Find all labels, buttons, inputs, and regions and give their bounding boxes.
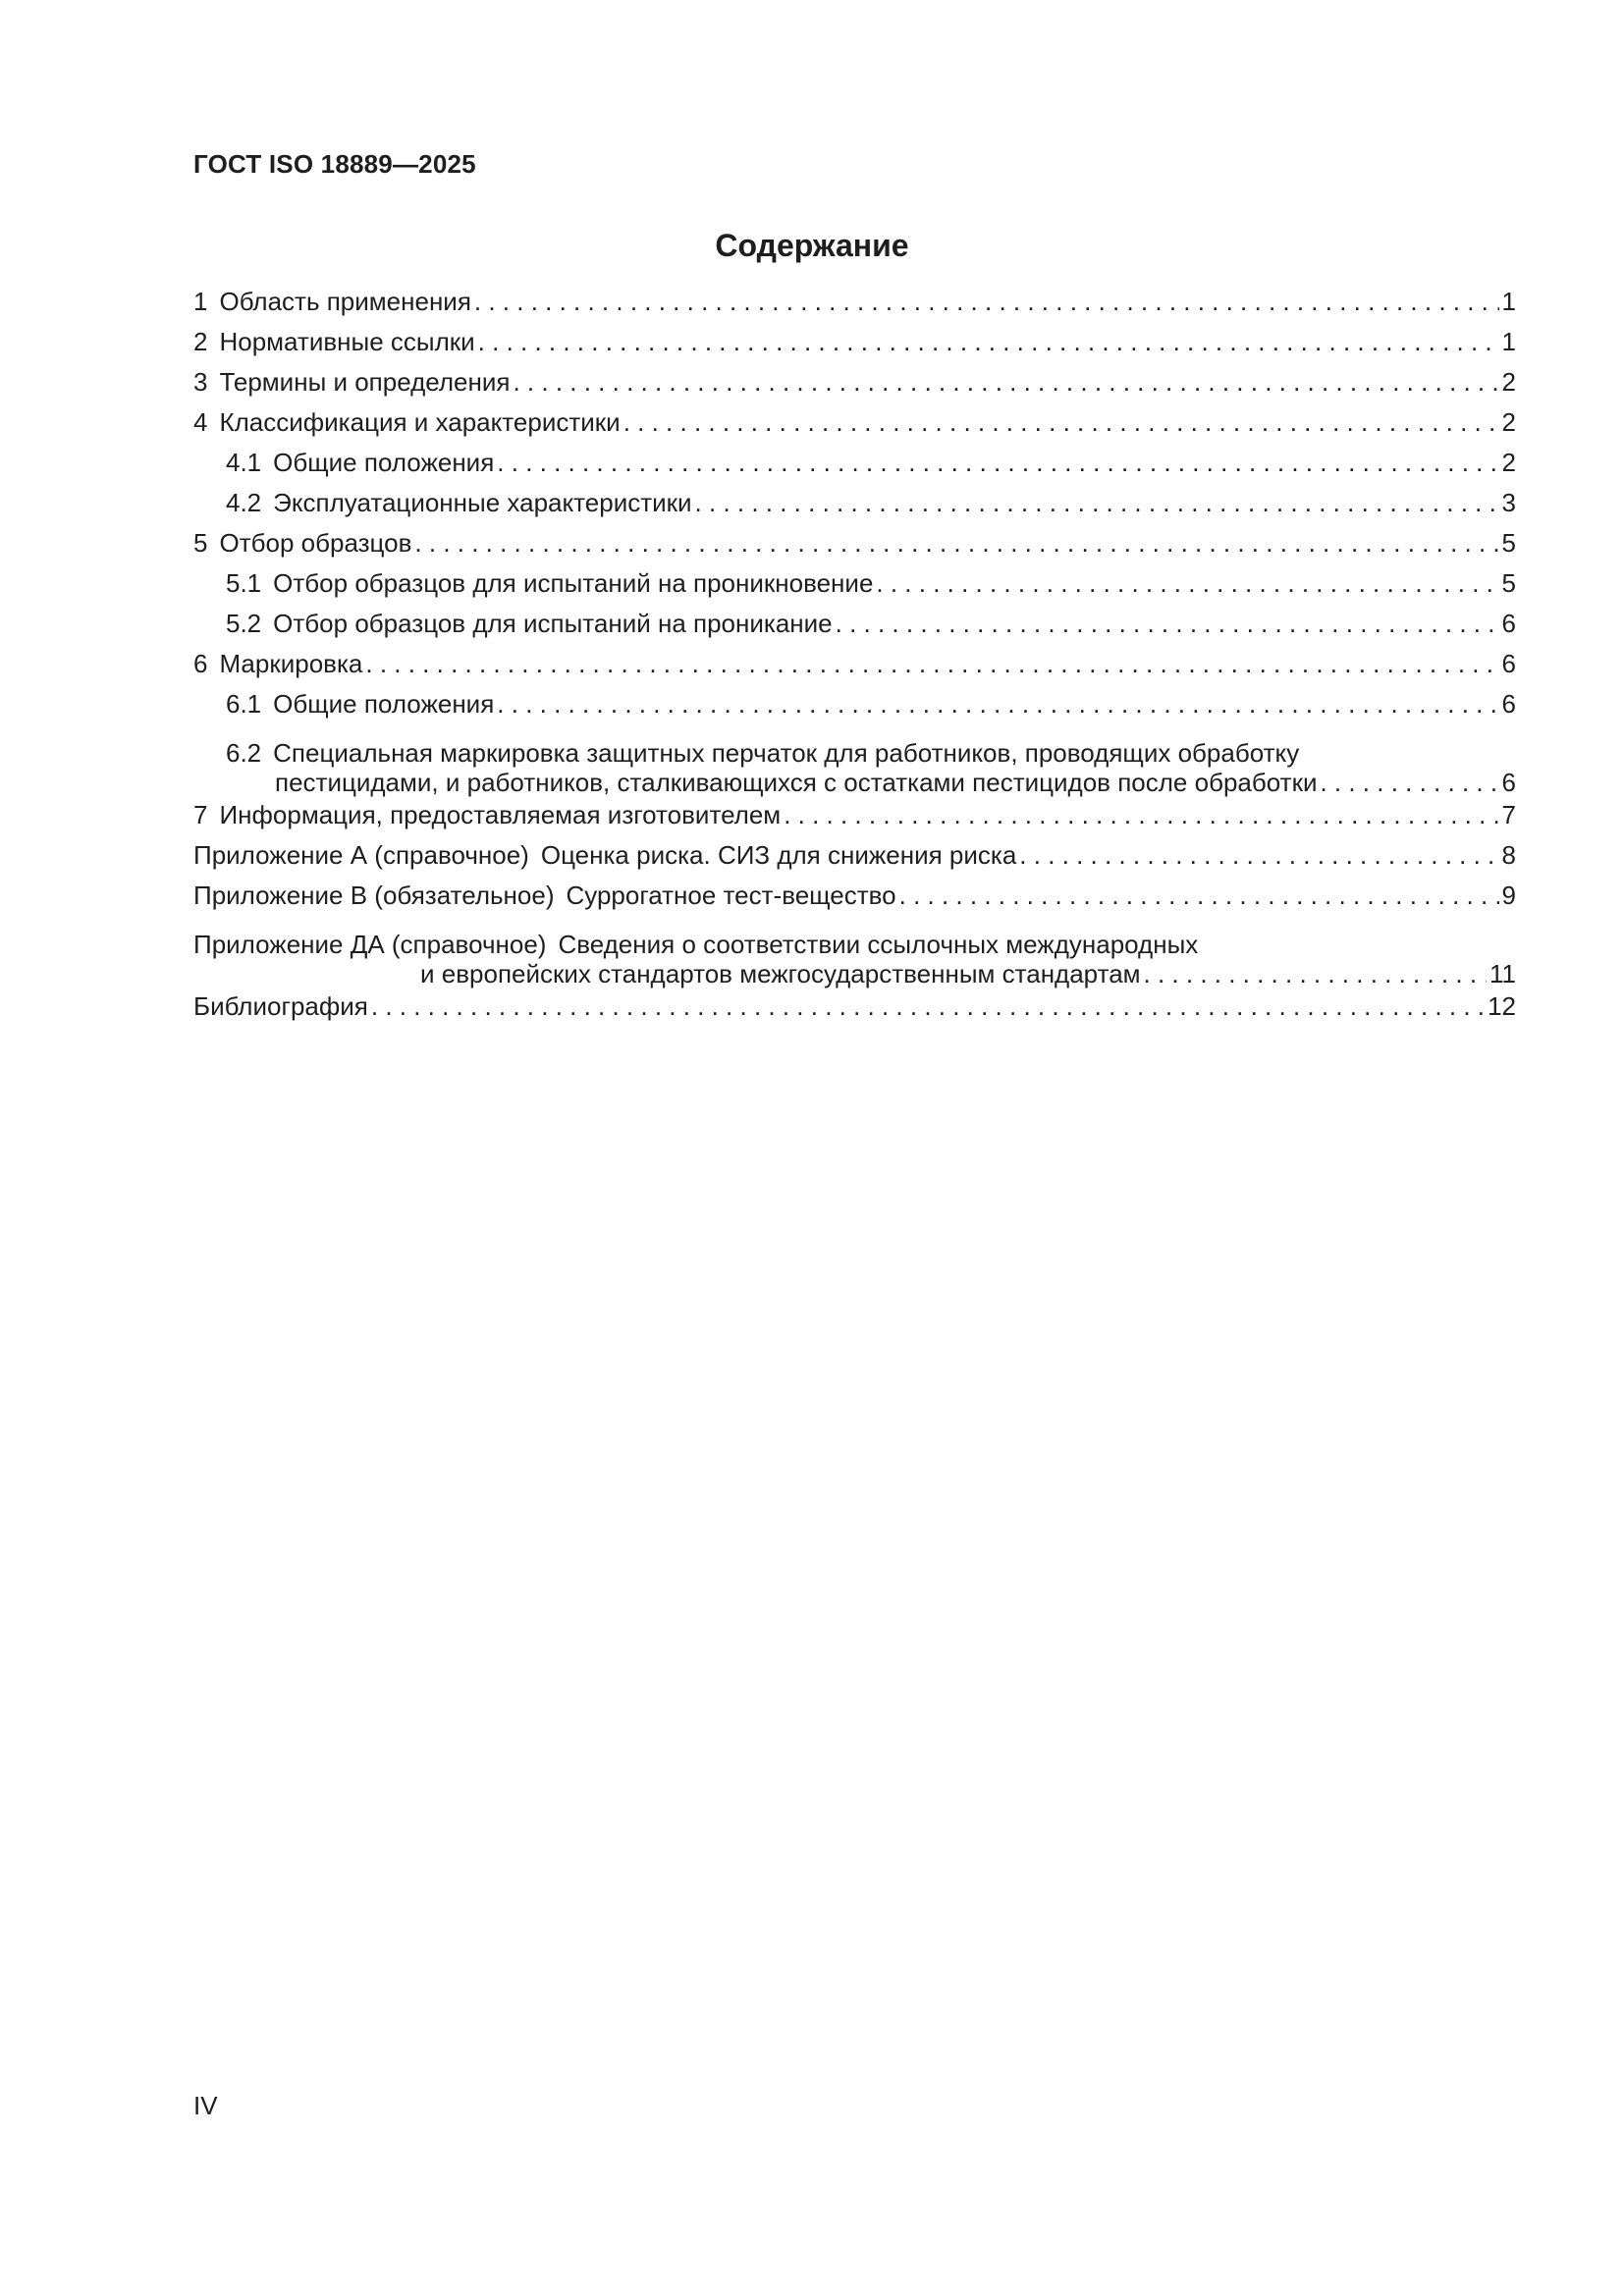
toc-number: 2 <box>193 327 208 356</box>
toc-title: Библиография <box>193 991 368 1021</box>
toc-page: 11 <box>1489 959 1516 988</box>
toc-title: Информация, предоставляемая изготовителем <box>219 800 782 829</box>
toc-entry[interactable] <box>193 527 1516 567</box>
toc-page: 3 <box>1501 488 1516 517</box>
toc-entry[interactable] <box>193 648 1516 688</box>
leader-dots <box>899 881 1499 911</box>
toc-title-line2: пестицидами, и работников, сталкивающихся с остатками пестицидов после обработки <box>275 768 1318 797</box>
toc-page: 6 <box>1501 689 1516 719</box>
toc-page: 6 <box>1501 609 1516 638</box>
toc-number: Приложение В (обязательное) <box>193 881 555 910</box>
table-of-contents <box>193 286 1516 1031</box>
toc-page: 7 <box>1501 800 1516 829</box>
leader-dots <box>623 407 1499 438</box>
toc-page: 2 <box>1501 407 1516 437</box>
toc-page: 2 <box>1501 367 1516 397</box>
toc-title-line2: и европейских стандартов межгосударственным стандартам <box>420 959 1141 988</box>
toc-number: 6 <box>193 649 208 678</box>
toc-entry[interactable] <box>193 991 1516 1031</box>
toc-title: Нормативные ссылки <box>219 327 475 356</box>
toc-title: Отбор образцов для испытаний на проникновение <box>273 568 874 598</box>
toc-page: 5 <box>1501 568 1516 598</box>
toc-page: 6 <box>1501 649 1516 678</box>
toc-number: 6.1 <box>226 689 262 719</box>
toc-page: 2 <box>1501 448 1516 477</box>
toc-page: 6 <box>1501 768 1516 797</box>
leader-dots <box>836 609 1499 639</box>
toc-number: Приложение ДА (справочное) <box>193 930 547 959</box>
toc-entry[interactable] <box>193 286 1516 326</box>
leader-dots <box>365 649 1498 679</box>
leader-dots <box>478 327 1499 357</box>
toc-number: 6.2 <box>226 738 262 768</box>
leader-dots <box>497 448 1498 478</box>
toc-number: Приложение А (справочное) <box>193 840 529 870</box>
toc-entry[interactable] <box>193 688 1516 728</box>
toc-entry[interactable] <box>193 447 1516 487</box>
toc-entry[interactable] <box>193 366 1516 406</box>
page-number: IV <box>193 2091 218 2120</box>
toc-number: 7 <box>193 800 208 829</box>
toc-page: 5 <box>1501 528 1516 558</box>
toc-title: Суррогатное тест-вещество <box>566 881 896 910</box>
toc-entry[interactable] <box>193 326 1516 366</box>
leader-dots <box>876 568 1498 599</box>
leader-dots <box>784 800 1498 830</box>
page-title: Содержание <box>715 228 909 263</box>
toc-number: 5 <box>193 528 208 558</box>
leader-dots <box>371 991 1485 1022</box>
toc-title: Термины и определения <box>219 367 511 397</box>
toc-number: 3 <box>193 367 208 397</box>
toc-title: Классификация и характеристики <box>219 407 621 437</box>
leader-dots <box>695 488 1499 518</box>
leader-dots <box>513 367 1498 398</box>
leader-dots <box>1144 959 1487 989</box>
toc-page: 9 <box>1501 881 1516 910</box>
toc-title: Область применения <box>219 287 471 316</box>
toc-entry[interactable] <box>193 567 1516 608</box>
toc-entry[interactable] <box>193 880 1516 920</box>
toc-title: Общие положения <box>273 448 495 477</box>
toc-title: Общие положения <box>273 689 495 719</box>
toc-number: 4 <box>193 407 208 437</box>
toc-page: 1 <box>1501 327 1516 356</box>
toc-page: 1 <box>1501 287 1516 316</box>
toc-number: 4.2 <box>226 488 262 517</box>
toc-entry[interactable] <box>193 487 1516 527</box>
toc-title-line1: Сведения о соответствии ссылочных международных <box>558 930 1199 959</box>
leader-dots <box>497 689 1498 720</box>
leader-dots <box>1019 840 1498 871</box>
toc-entry[interactable] <box>193 406 1516 447</box>
toc-title: Отбор образцов <box>219 528 412 558</box>
toc-title-line1: Специальная маркировка защитных перчаток для работников, проводящих обработку <box>273 738 1300 768</box>
toc-entry[interactable] <box>193 839 1516 880</box>
toc-number: 1 <box>193 287 208 316</box>
toc-title: Отбор образцов для испытаний на проникание <box>273 609 833 638</box>
toc-entry[interactable] <box>193 800 1516 839</box>
leader-dots <box>1320 768 1498 798</box>
document-header: ГОСТ ISO 18889—2025 <box>193 149 476 179</box>
leader-dots <box>474 287 1499 317</box>
toc-entry[interactable] <box>193 920 1516 998</box>
toc-number: 5.1 <box>226 568 262 598</box>
toc-number: 5.2 <box>226 609 262 638</box>
toc-title: Оценка риска. СИЗ для снижения риска <box>540 840 1017 870</box>
toc-number: 4.1 <box>226 448 262 477</box>
toc-title: Эксплуатационные характеристики <box>273 488 692 517</box>
toc-page: 8 <box>1501 840 1516 870</box>
toc-entry[interactable] <box>193 728 1516 807</box>
leader-dots <box>414 528 1498 559</box>
toc-title: Маркировка <box>219 649 363 678</box>
toc-page: 12 <box>1488 991 1516 1021</box>
toc-entry[interactable] <box>193 608 1516 648</box>
